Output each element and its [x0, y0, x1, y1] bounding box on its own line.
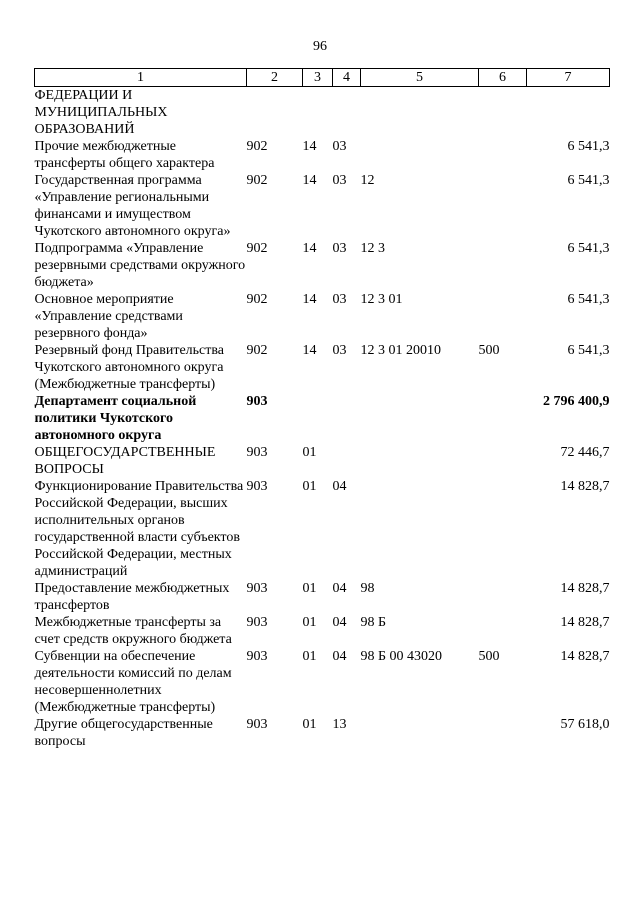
- row-name-cell: Департамент социальной политики Чукотского автономного округа: [34, 394, 197, 443]
- row-section-cell: 14: [302, 139, 317, 154]
- row-expense-type-cell: [479, 478, 527, 580]
- row-code-cell: 902: [246, 241, 268, 256]
- row-target-article-cell: 12 3 01 20010: [360, 343, 441, 358]
- row-expense-type-cell: [479, 240, 527, 291]
- row-target-article-cell: [361, 393, 479, 444]
- row-section-cell: [303, 393, 333, 444]
- row-amount-cell: 72 446,7: [560, 445, 610, 460]
- table-row: [35, 87, 610, 139]
- row-target-article-cell: 98: [360, 581, 375, 596]
- row-section-cell: 01: [302, 581, 317, 596]
- row-code-cell: 902: [246, 139, 268, 154]
- row-code-cell: 903: [246, 615, 268, 630]
- row-target-article-cell: 12 3 01: [360, 292, 403, 307]
- row-code-cell: [247, 87, 303, 139]
- row-subsection-cell: 13: [332, 717, 347, 732]
- row-section-cell: 14: [302, 173, 317, 188]
- row-subsection-cell: 03: [332, 241, 347, 256]
- row-section-cell: 01: [302, 649, 317, 664]
- row-amount-cell: 6 541,3: [567, 241, 610, 256]
- row-amount-cell: 6 541,3: [567, 292, 610, 307]
- row-name-cell: Государственная программа «Управление региональными финансами и имуществом Чукотского автономного округа»: [34, 173, 231, 239]
- header-cell-4: 4: [333, 69, 361, 87]
- row-name-cell: Подпрограмма «Управление резервными средствами окружного бюджета»: [34, 241, 246, 290]
- row-name-cell: Резервный фонд Правительства Чукотского автономного округа (Межбюджетные трансферты): [34, 343, 225, 392]
- row-subsection-cell: [333, 87, 361, 139]
- row-target-article-cell: [361, 478, 479, 580]
- row-amount-cell: 57 618,0: [560, 717, 610, 732]
- row-target-article-cell: 12 3: [360, 241, 385, 256]
- table-row: [35, 444, 610, 478]
- row-subsection-cell: 03: [332, 343, 347, 358]
- table-row: [35, 580, 610, 614]
- row-expense-type-cell: [479, 614, 527, 648]
- header-cell-1: 1: [35, 69, 247, 87]
- table-row: [35, 342, 610, 393]
- row-expense-type-cell: [479, 172, 527, 240]
- row-expense-type-cell: [479, 716, 527, 750]
- row-subsection-cell: 04: [332, 479, 347, 494]
- row-expense-type-cell: [479, 580, 527, 614]
- row-code-cell: 902: [246, 292, 268, 307]
- row-amount-cell: 14 828,7: [560, 649, 610, 664]
- row-amount-cell: 6 541,3: [567, 139, 610, 154]
- row-expense-type-cell: [479, 291, 527, 342]
- table-row: [35, 172, 610, 240]
- row-expense-type-cell: [479, 393, 527, 444]
- table-row: [35, 138, 610, 172]
- table-row: [35, 614, 610, 648]
- row-name-cell: Прочие межбюджетные трансферты общего характера: [34, 139, 215, 171]
- page-number: 96: [313, 39, 327, 54]
- row-amount-cell: 14 828,7: [560, 581, 610, 596]
- table-row: [35, 648, 610, 716]
- row-name-cell: ФЕДЕРАЦИИ И МУНИЦИПАЛЬНЫХ ОБРАЗОВАНИЙ: [34, 88, 168, 137]
- header-cell-6: 6: [479, 69, 527, 87]
- row-subsection-cell: 04: [332, 615, 347, 630]
- row-target-article-cell: [361, 87, 479, 139]
- row-amount-cell: 2 796 400,9: [543, 394, 610, 409]
- table-row: [35, 716, 610, 750]
- row-amount-cell: 6 541,3: [567, 173, 610, 188]
- table-row: [35, 393, 610, 444]
- row-section-cell: 14: [302, 343, 317, 358]
- row-code-cell: 903: [246, 445, 268, 460]
- row-subsection-cell: 04: [332, 581, 347, 596]
- header-cell-3: 3: [303, 69, 333, 87]
- row-name-cell: Межбюджетные трансферты за счет средств окружного бюджета: [34, 615, 232, 647]
- row-target-article-cell: 98 Б: [360, 615, 387, 630]
- header-cell-5: 5: [361, 69, 479, 87]
- row-subsection-cell: 03: [332, 139, 347, 154]
- header-cell-2: 2: [247, 69, 303, 87]
- row-amount-cell: 14 828,7: [560, 615, 610, 630]
- row-expense-type-cell: 500: [478, 649, 500, 664]
- header-cell-7: 7: [527, 69, 610, 87]
- row-name-cell: Субвенции на обеспечение деятельности комиссий по делам несовершеннолетних (Межбюджетные трансферты): [34, 649, 232, 715]
- row-subsection-cell: [333, 393, 361, 444]
- row-section-cell: [303, 87, 333, 139]
- row-section-cell: 14: [302, 241, 317, 256]
- row-expense-type-cell: [479, 138, 527, 172]
- row-code-cell: 902: [246, 343, 268, 358]
- row-expense-type-cell: 500: [478, 343, 500, 358]
- table-header: [35, 69, 610, 87]
- row-name-cell: Другие общегосударственные вопросы: [34, 717, 213, 749]
- row-expense-type-cell: [479, 444, 527, 478]
- row-section-cell: 14: [302, 292, 317, 307]
- row-target-article-cell: 12: [360, 173, 375, 188]
- row-amount-cell: 6 541,3: [567, 343, 610, 358]
- row-expense-type-cell: [479, 87, 527, 139]
- row-subsection-cell: 03: [332, 173, 347, 188]
- row-amount-cell: [527, 87, 610, 139]
- row-section-cell: 01: [302, 717, 317, 732]
- row-code-cell: 903: [246, 717, 268, 732]
- row-code-cell: 903: [246, 394, 268, 409]
- row-target-article-cell: [361, 716, 479, 750]
- row-section-cell: 01: [302, 615, 317, 630]
- row-name-cell: Основное мероприятие «Управление средствами резервного фонда»: [34, 292, 183, 341]
- row-name-cell: ОБЩЕГОСУДАРСТВЕННЫЕ ВОПРОСЫ: [34, 445, 216, 477]
- row-section-cell: 01: [302, 479, 317, 494]
- row-subsection-cell: [333, 444, 361, 478]
- row-target-article-cell: [361, 138, 479, 172]
- table-body: [35, 87, 610, 751]
- row-code-cell: 903: [246, 479, 268, 494]
- row-subsection-cell: 03: [332, 292, 347, 307]
- table-row: [35, 240, 610, 291]
- row-code-cell: 903: [246, 581, 268, 596]
- row-target-article-cell: [361, 444, 479, 478]
- table-row: [35, 478, 610, 580]
- table-row: [35, 291, 610, 342]
- row-name-cell: Функционирование Правительства Российской Федерации, высших исполнительных органов государственной власти субъектов Российской Федерации, местных администраций: [34, 479, 244, 579]
- budget-table: [34, 68, 610, 750]
- row-name-cell: Предоставление межбюджетных трансфертов: [34, 581, 230, 613]
- header-row: [35, 69, 610, 87]
- row-code-cell: 902: [246, 173, 268, 188]
- row-amount-cell: 14 828,7: [560, 479, 610, 494]
- row-code-cell: 903: [246, 649, 268, 664]
- row-section-cell: 01: [302, 445, 317, 460]
- row-subsection-cell: 04: [332, 649, 347, 664]
- row-target-article-cell: 98 Б 00 43020: [360, 649, 443, 664]
